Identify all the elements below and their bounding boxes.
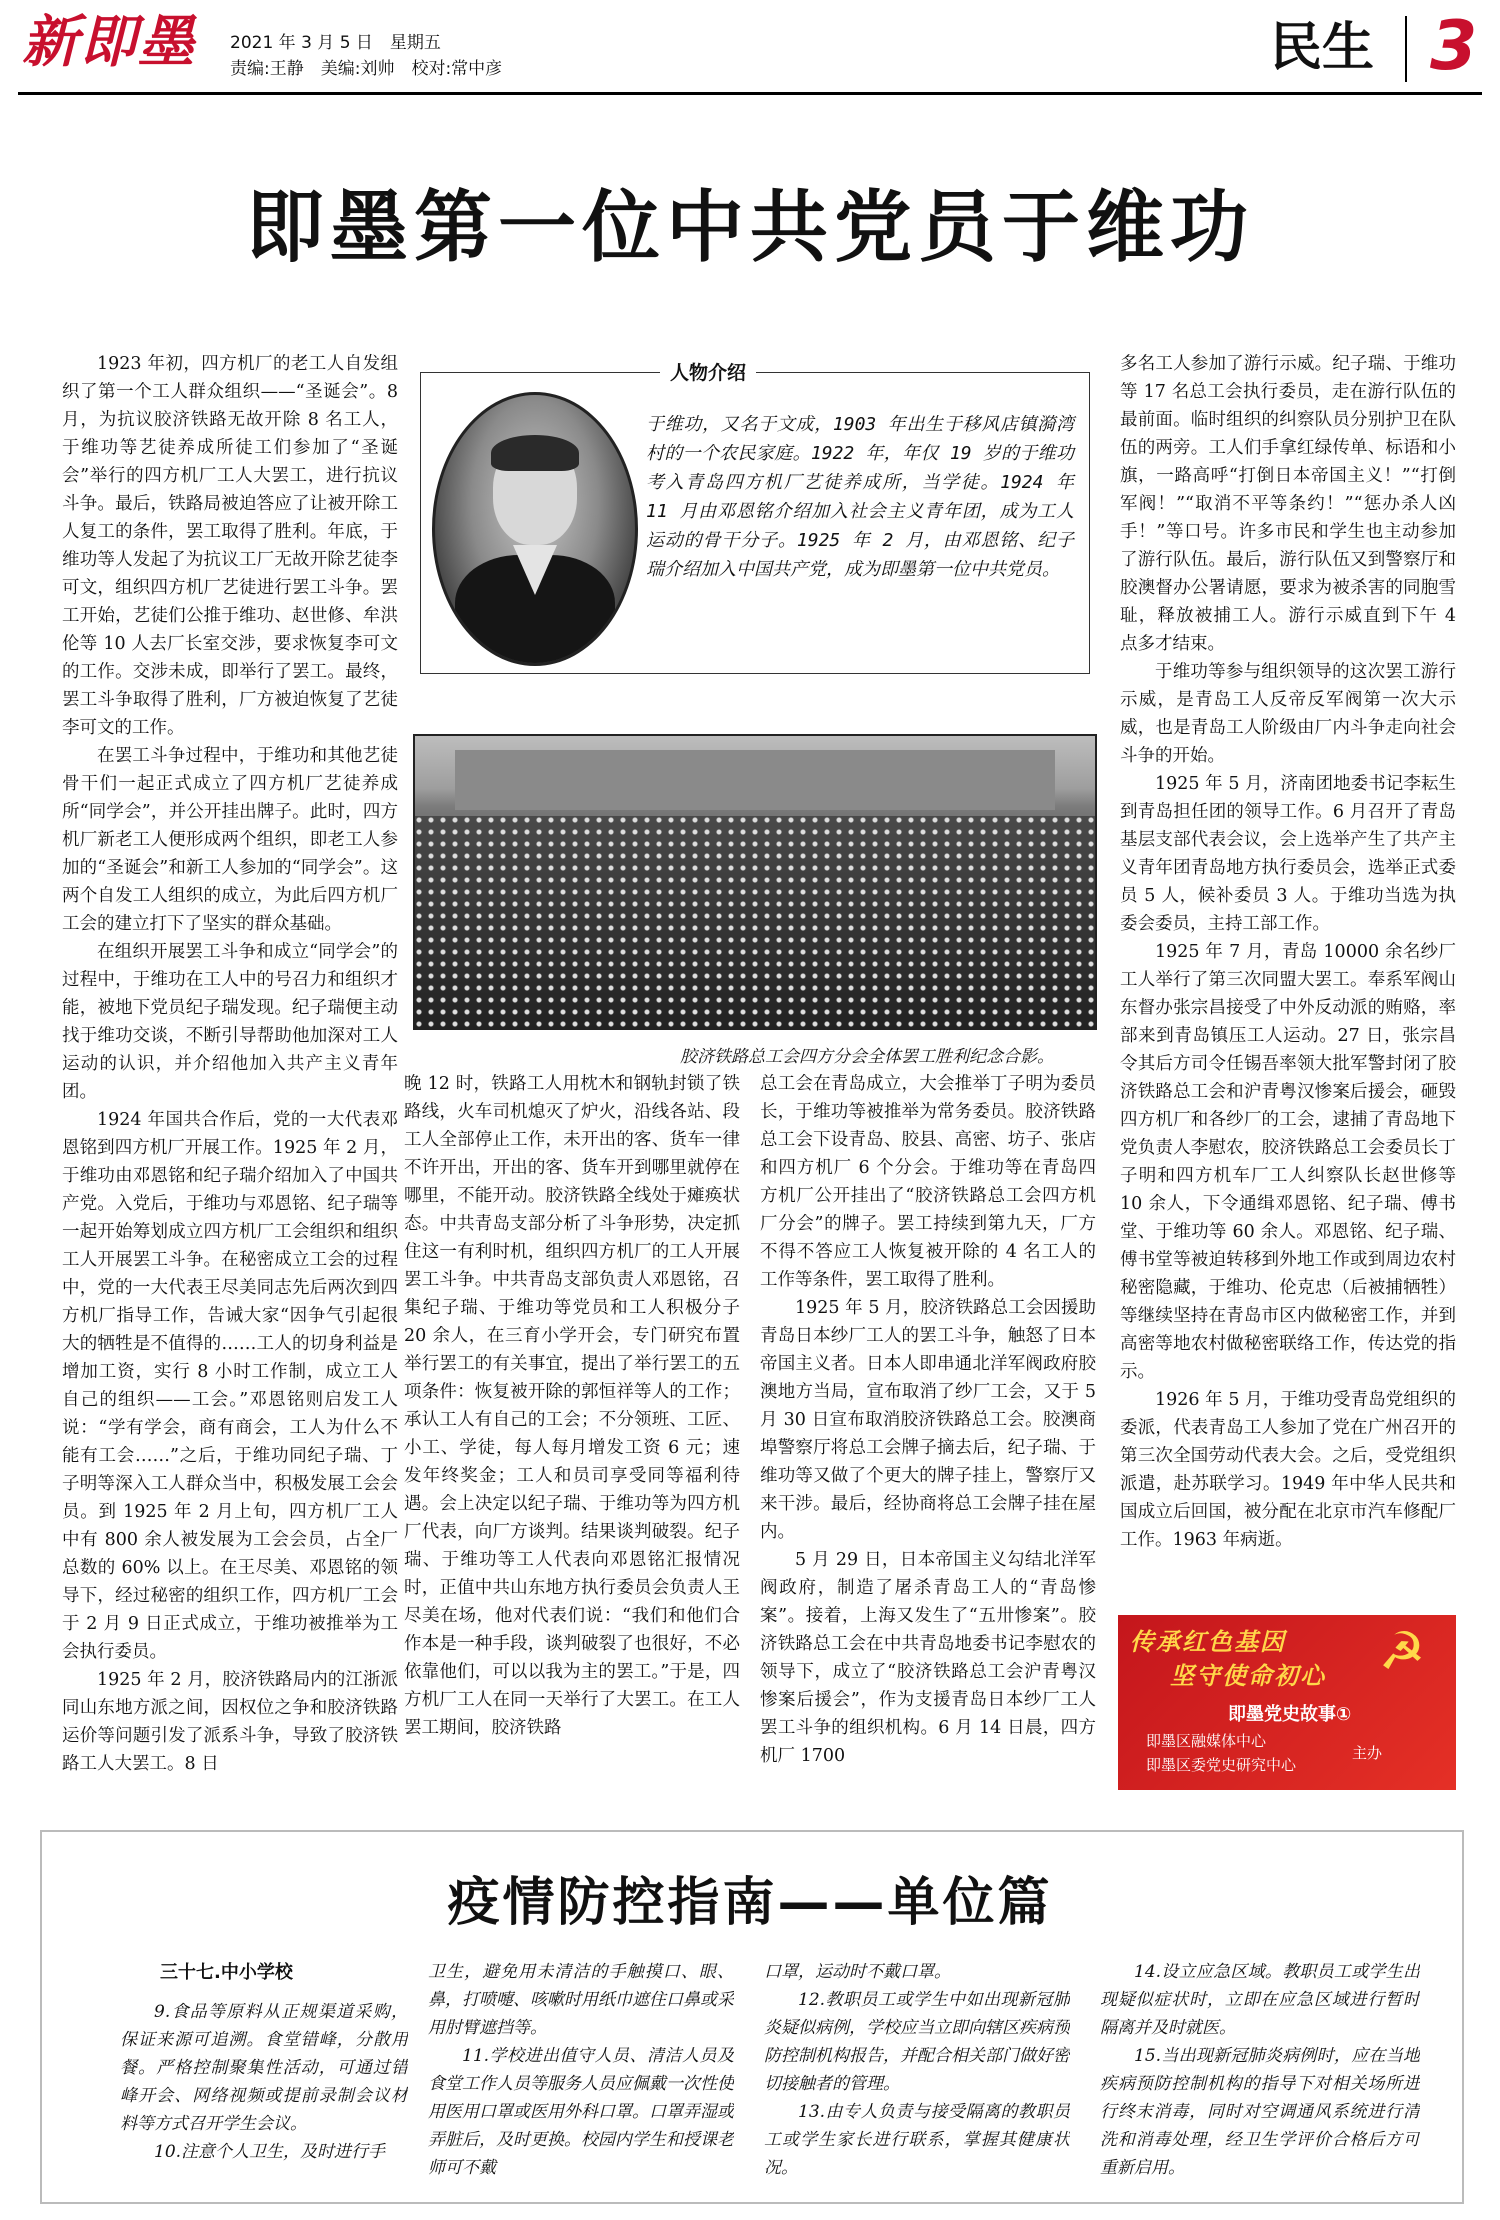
paragraph: 总工会在青岛成立，大会推举丁子明为委员长，于维功等被推举为常务委员。胶济铁路总工会下设青岛、胶县、高密、坊子、张店和四方机厂 6 个分会。于维功等在青岛四方机厂公开挂出了“胶济铁路总工会四方机厂分会”的牌子。罢工持续到第九天，厂方不得不答应工人恢复被开除的 4 名工人的工作等条件，罢工取得了胜利。 <box>760 1074 1096 1290</box>
issue-date: 2021 年 3 月 5 日 星期五 <box>230 33 441 53</box>
paragraph: 口罩，运动时不戴口罩。 <box>764 1962 951 1982</box>
banner-slogan: 坚守使命初心 <box>1170 1662 1326 1690</box>
paragraph: 1924 年国共合作后，党的一大代表邓恩铭到四方机厂开展工作。1925 年 2 月，于维功由邓恩铭和纪子瑞介绍加入了中国共产党。入党后，于维功与邓恩铭、纪子瑞等一起开始筹划成立四方机厂工会组织和组织工人开展罢工斗争。在秘密成立工会的过程中，党的一大代表王尽美同志先后两次到四方机厂指导工作，告诫大家“因争气引起很大的牺牲是不值得的……工人的切身利益是增加工资，实行 8 小时工作制，成立工人自己的组织——工会。”邓恩铭则启发工人说：“学有学会，商有商会，工人为什么不能有工会……”之后，于维功同纪子瑞、丁子明等深入工人群众当中，积极发展工会会员。到 1925 年 2 月上旬，四方机厂工人中有 800 余人被发展为工会会员，占全厂总数的 60% 以上。在王尽美、邓恩铭的领导下，经过秘密的组织工作，四方机厂工会于 2 月 9 日正式成立，于维功被推举为工会执行委员。 <box>62 1110 398 1662</box>
portrait-hair <box>491 435 579 471</box>
paragraph: 14.设立应急区域。教职员工或学生出现疑似症状时，立即在应急区域进行暂时隔离并及时就医。 <box>1100 1962 1420 2038</box>
photo-caption: 胶济铁路总工会四方分会全体罢工胜利纪念合影。 <box>680 1047 1054 1067</box>
guide-column-2 <box>428 1958 734 2188</box>
issue-credits: 责编:王静 美编:刘帅 校对:常中彦 <box>230 59 503 79</box>
guide-title: 疫情防控指南——单位篇 <box>447 1873 1053 1933</box>
paragraph: 1926 年 5 月，于维功受青岛党组织的委派，代表青岛工人参加了党在广州召开的第三次全国劳动代表大会。之后，受党组织派遣，赴苏联学习。1949 年中华人民共和国成立后回国，被分配在北京市汽车修配厂工作。1963 年病逝。 <box>1120 1390 1456 1550</box>
banner-organizer: 即墨区委党史研究中心 <box>1146 1756 1297 1774</box>
paragraph: 12.教职员工或学生中如出现新冠肺炎疑似病例，学校应当立即向辖区疾病预防控制机构报告，并配合相关部门做好密切接触者的管理。 <box>764 1990 1070 2094</box>
header-rule <box>18 92 1482 95</box>
paragraph: 1925 年 5 月，济南团地委书记李耘生到青岛担任团的领导工作。6 月召开了青岛基层支部代表会议，会上选举产生了共产主义青年团青岛地方执行委员会，选举正式委员 5 人，候补委员 3 人。于维功当选为执委会委员，主持工部工作。 <box>1120 774 1456 934</box>
paragraph: 在罢工斗争过程中，于维功和其他艺徒骨干们一起正式成立了四方机厂艺徒养成所“同学会”，并公开挂出牌子。此时，四方机厂新老工人便形成两个组织，即老工人参加的“圣诞会”和新工人参加的“同学会”。这两个自发工人组织的成立，为此后四方机厂工会的建立打下了坚实的群众基础。 <box>62 746 398 934</box>
masthead-logo: 新即墨 <box>22 9 196 75</box>
paragraph: 13.由专人负责与接受隔离的教职员工或学生家长进行联系，掌握其健康状况。 <box>764 2102 1070 2178</box>
section-divider <box>1405 16 1407 82</box>
guide-column-4 <box>1100 1958 1420 2188</box>
group-photo <box>413 734 1097 1030</box>
banner-host-label: 主办 <box>1352 1744 1383 1762</box>
page-number: 3 <box>1430 7 1478 86</box>
paragraph: 于维功等参与组织领导的这次罢工游行示威，是青岛工人反帝反军阀第一次大示威，也是青岛工人阶级由厂内斗争走向社会斗争的开始。 <box>1120 662 1456 766</box>
guide-subheading: 三十七.中小学校 <box>160 1962 293 1983</box>
paragraph: 晚 12 时，铁路工人用枕木和钢轨封锁了铁路线，火车司机熄灭了炉火，沿线各站、段工人全部停止工作，未开出的客、货车一律不许开出，开出的客、货车开到哪里就停在哪里，不能开动。胶济铁路全线处于瘫痪状态。中共青岛支部分析了斗争形势，决定抓住这一有利时机，组织四方机厂的工人开展罢工斗争。中共青岛支部负责人邓恩铭，召集纪子瑞、于维功等党员和工人积极分子 20 余人，在三育小学开会，专门研究布置举行罢工的有关事宜，提出了举行罢工的五项条件：恢复被开除的郭恒祥等人的工作；承认工人有自己的工会；不分领班、工匠、小工、学徒，每人每月增发工资 6 元；速发年终奖金；工人和员司享受同等福利待遇。会上决定以纪子瑞、于维功等为四方机厂代表，向厂方谈判。结果谈判破裂。纪子瑞、于维功等工人代表向邓恩铭汇报情况时，正值中共山东地方执行委员会负责人王尽美在场，他对代表们说：“我们和他们合作本是一种手段，谈判破裂了也很好，不必依靠他们，可以以我为主的罢工。”于是，四方机厂工人在同一天举行了大罢工。在工人罢工期间，胶济铁路 <box>404 1074 740 1738</box>
paragraph: 在组织开展罢工斗争和成立“同学会”的过程中，于维功在工人中的号召力和组织才能，被地下党员纪子瑞发现。纪子瑞便主动找于维功交谈，不断引导帮助他加深对工人运动的认识，并介绍他加入共产主义青年团。 <box>62 942 398 1102</box>
paragraph: 1923 年初，四方机厂的老工人自发组织了第一个工人群众组织——“圣诞会”。8 月，为抗议胶济铁路无故开除 8 名工人，于维功等艺徒养成所徒工们参加了“圣诞会”举行的四方机厂工人大罢工，进行抗议斗争。最后，铁路局被迫答应了让被开除工人复工的条件，罢工取得了胜利。年底，于维功等人发起了为抗议工厂无故开除艺徒李可文，组织四方机厂艺徒进行罢工斗争。罢工开始，艺徒们公推于维功、赵世修、牟洪伦等 10 人去厂长室交涉，要求恢复李可文的工作。交涉未成，即举行了罢工。最终，罢工斗争取得了胜利，厂方被迫恢复了艺徒李可文的工作。 <box>62 354 398 738</box>
banner-slogan: 传承红色基因 <box>1130 1628 1286 1656</box>
paragraph: 1925 年 2 月，胶济铁路局内的江浙派同山东地方派之间，因权位之争和胶济铁路运价等问题引发了派系斗争，导致了胶济铁路工人大罢工。8 日 <box>62 1670 398 1774</box>
paragraph: 卫生，避免用未清洁的手触摸口、眼、鼻，打喷嚏、咳嗽时用纸巾遮住口鼻或采用肘臂遮挡等。 <box>428 1962 734 2038</box>
banner-series-title: 即墨党史故事① <box>1228 1704 1352 1725</box>
profile-text: 于维功，又名于文成，1903 年出生于移风店镇漪湾村的一个农民家庭。1922 年，年仅 19 岁的于维功考入青岛四方机厂艺徒养成所，当学徒。1924 年 11 月由邓恩铭介绍加入社会主义青年团，成为工人运动的骨干分子。1925 年 2 月，由邓恩铭、纪子瑞介绍加入中国共产党，成为即墨第一位中共党员。 <box>646 414 1074 580</box>
portrait-photo <box>432 392 638 666</box>
banner-organizer: 即墨区融媒体中心 <box>1146 1732 1267 1750</box>
photo-building <box>455 750 1055 810</box>
article-headline: 即墨第一位中共党员于维功 <box>245 183 1254 273</box>
paragraph: 多名工人参加了游行示威。纪子瑞、于维功等 17 名总工会执行委员，走在游行队伍的最前面。临时组织的纠察队员分别护卫在队伍的两旁。工人们手拿红绿传单、标语和小旗，一路高呼“打倒日本帝国主义！”“打倒军阀！”“取消不平等条约！”“惩办杀人凶手！”等口号。许多市民和学生也主动参加了游行队伍。最后，游行队伍又到警察厅和胶澳督办公署请愿，要求为被杀害的同胞雪耻，释放被捕工人。游行示威直到下午 4 点多才结束。 <box>1120 354 1456 654</box>
paragraph: 10.注意个人卫生，及时进行手 <box>154 2142 386 2162</box>
photo-crowd <box>415 816 1095 1028</box>
article-column-3 <box>760 1070 1096 1810</box>
profile-heading: 人物介绍 <box>660 358 756 385</box>
guide-column-1 <box>120 1998 408 2188</box>
paragraph: 1925 年 7 月，青岛 10000 余名纱厂工人举行了第三次同盟大罢工。奉系军阀山东督办张宗昌接受了中外反动派的贿赂，率部来到青岛镇压工人运动。27 日，张宗昌令其后方司令任锡吾率领大批军警封闭了胶济铁路总工会和沪青粤汉惨案后援会，砸毁四方机厂和各纱厂的工会，逮捕了青岛地下党负责人李慰农，胶济铁路总工会委员长丁子明和四方机车厂工人纠察队长赵世修等 10 余人，下令通缉邓恩铭、纪子瑞、傅书堂、于维功等 60 余人。邓恩铭、纪子瑞、傅书堂等被迫转移到外地工作或到周边农村秘密隐藏，于维功、伦克忠（后被捕牺牲）等继续坚持在青岛市区内做秘密工作，并到高密等地农村做秘密联络工作，传达党的指示。 <box>1120 942 1456 1382</box>
guide-column-3 <box>764 1958 1070 2188</box>
paragraph: 5 月 29 日，日本帝国主义勾结北洋军阀政府，制造了屠杀青岛工人的“青岛惨案”。接着，上海又发生了“五卅惨案”。胶济铁路总工会在中共青岛地委书记李慰农的领导下，成立了“胶济铁路总工会沪青粤汉惨案后援会”，作为支援青岛日本纱厂工人罢工斗争的组织机构。6 月 14 日晨，四方机厂 1700 <box>760 1550 1096 1766</box>
paragraph: 1925 年 5 月，胶济铁路总工会因援助青岛日本纱厂工人的罢工斗争，触怒了日本帝国主义者。日本人即串通北洋军阀政府胶澳地方当局，宣布取消了纱厂工会，又于 5 月 30 日宣布取消胶济铁路总工会。胶澳商埠警察厅将总工会牌子摘去后，纪子瑞、于维功等又做了个更大的牌子挂上，警察厅又来干涉。最后，经协商将总工会牌子挂在屋内。 <box>760 1298 1096 1542</box>
paragraph: 15.当出现新冠肺炎病例时，应在当地疾病预防控制机构的指导下对相关场所进行终末消毒，同时对空调通风系统进行清洗和消毒处理，经卫生学评价合格后方可重新启用。 <box>1100 2046 1420 2178</box>
article-column-2 <box>404 1070 740 1810</box>
article-column-4 <box>1120 350 1456 1606</box>
article-column-1 <box>62 350 398 1810</box>
paragraph: 11.学校进出值守人员、清洁人员及食堂工作人员等服务人员应佩戴一次性使用医用口罩或医用外科口罩。口罩弄湿或弄脏后，及时更换。校园内学生和授课老师可不戴 <box>428 2046 734 2178</box>
paragraph: 9.食品等原料从正规渠道采购，保证来源可追溯。食堂错峰，分散用餐。严格控制聚集性活动，可通过错峰开会、网络视频或提前录制会议材料等方式召开学生会议。 <box>120 2002 408 2134</box>
hammer-sickle-icon: ☭ <box>1378 1622 1426 1682</box>
section-name: 民生 <box>1270 18 1375 78</box>
